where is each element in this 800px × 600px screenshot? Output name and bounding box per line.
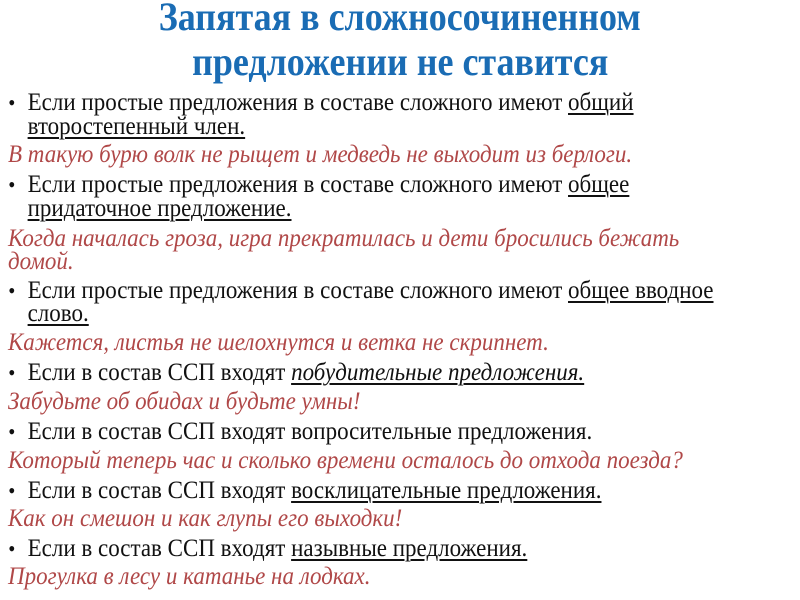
- title-line-2: предложении не ставится: [191, 39, 609, 84]
- rule-7: [0, 535, 528, 562]
- rule-emphasis: общее: [568, 171, 630, 198]
- bullet-icon: •: [8, 360, 16, 385]
- bullet-icon: •: [8, 536, 16, 561]
- rule-text: Если в состав ССП входят: [27, 477, 292, 504]
- example-6: Как он смешон и как глупы его выходки!: [8, 505, 403, 532]
- rule-text: Если простые предложения в составе сложного имеют: [27, 171, 569, 198]
- bullet-icon: •: [8, 478, 16, 503]
- rule-text: Если в состав ССП входят: [27, 359, 292, 386]
- rule-emphasis: побудительные предложения.: [291, 359, 585, 386]
- bullet-icon: •: [8, 419, 16, 444]
- rule-2-cont: [0, 195, 292, 222]
- bullet-icon: •: [8, 278, 16, 303]
- rule-4: [0, 359, 585, 386]
- rule-emphasis: придаточное предложение.: [27, 195, 292, 222]
- example-7: Прогулка в лесу и катанье на лодках.: [8, 563, 371, 590]
- rule-emphasis: назывные предложения.: [291, 535, 528, 562]
- example-5: Который теперь час и сколько времени осталось до отхода поезда?: [8, 447, 683, 474]
- rule-text: Если простые предложения в составе сложного имеют: [27, 277, 569, 304]
- bullet-icon: •: [8, 90, 16, 115]
- title-line-1: Запятая в сложносочиненном: [158, 0, 642, 39]
- example-1: В такую бурю волк не рыщет и медведь не выходит из берлоги.: [8, 141, 633, 168]
- rule-emphasis: второстепенный член.: [27, 113, 246, 140]
- rule-text: Если простые предложения в составе сложного имеют: [27, 89, 569, 116]
- rule-text: Если в состав ССП входят: [27, 535, 292, 562]
- example-3: Кажется, листья не шелохнутся и ветка не скрипнет.: [8, 329, 549, 356]
- rule-5: [0, 418, 593, 445]
- rule-emphasis: общий: [568, 89, 634, 116]
- example-2-cont: домой.: [8, 248, 74, 275]
- rule-3: [0, 277, 714, 304]
- rule-3-cont: [0, 300, 89, 327]
- example-4: Забудьте об обидах и будьте умны!: [8, 388, 361, 415]
- rule-emphasis: слово.: [27, 300, 89, 327]
- rule-1-cont: [0, 113, 246, 140]
- example-2: Когда началась гроза, игра прекратилась и дети бросились бежать: [8, 225, 680, 252]
- slide-title: [0, 0, 800, 39]
- rule-emphasis: общее вводное: [568, 277, 714, 304]
- slide-title-2: [0, 40, 800, 84]
- rule-6: [0, 477, 602, 504]
- bullet-icon: •: [8, 172, 16, 197]
- rule-text: Если в состав ССП входят вопросительные предложения.: [27, 418, 593, 445]
- rule-emphasis: восклицательные предложения.: [291, 477, 602, 504]
